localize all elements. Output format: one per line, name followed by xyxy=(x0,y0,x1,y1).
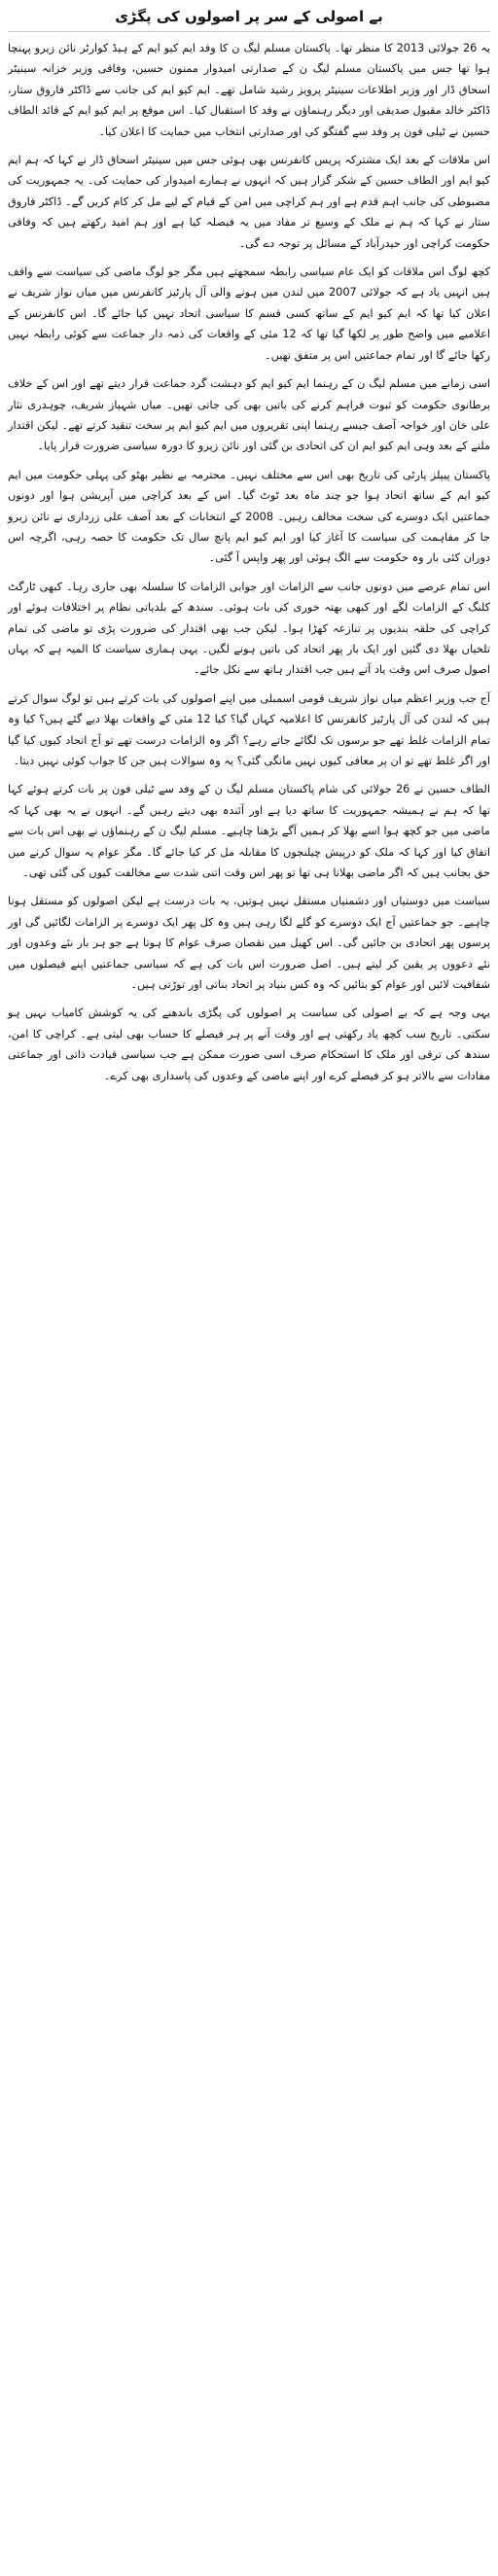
article-paragraph: پاکستان پیپلز پارٹی کی تاریخ بھی اس سے مختلف نہیں۔ محترمہ بے نظیر بھٹو کی پہلی حکومت میں ایم کیو ایم کے ساتھ اتحاد ہوا جو چند ماہ بعد ٹوٹ گیا۔ اس کے بعد کراچی میں آپریشن ہوا اور دونوں جماعتیں ایک دوسرے کی سخت مخالف رہیں۔ 2008 کے انتخابات کے بعد آصف علی زرداری نے نائن زیرو جا کر مفاہمت کی سیاست کا آغاز کیا اور ایم کیو ایم پانچ سال تک حکومت کا حصہ رہی، اگرچہ اس دوران کئی بار وہ حکومت سے الگ ہوئی اور پھر واپس آ گئی۔ xyxy=(8,468,491,565)
article-paragraph: اسی زمانے میں مسلم لیگ ن کے رہنما ایم کیو ایم کو دہشت گرد جماعت قرار دیتے تھے اور اس کے خلاف برطانوی حکومت کو ثبوت فراہم کرنے کی باتیں بھی کی جاتی تھیں۔ میاں شہباز شریف، چوہدری نثار علی خان اور خواجہ آصف جیسے رہنما اپنی تقریروں میں ایم کیو ایم پر سخت تنقید کرتے تھے۔ لیکن اقتدار ملنے کے بعد وہی ایم کیو ایم ان کی اتحادی بن گئی اور نائن زیرو کا دورہ سیاسی ضرورت قرار پایا۔ xyxy=(8,377,490,453)
article-paragraph: اس ملاقات کے بعد ایک مشترکہ پریس کانفرنس بھی ہوئی جس میں سینیٹر اسحاق ڈار نے کہا کہ ہم ایم کیو ایم اور الطاف حسین کے شکر گزار ہیں کہ انہوں نے ہمارے امیدوار کی حمایت کی۔ یہ جمہوریت کی مضبوطی کی جانب اہم قدم ہے اور ہم کراچی میں امن کے قیام کے لیے مل کر کام کریں گے۔ ڈاکٹر فاروق ستار نے کہا کہ ہم نے ملک کے وسیع تر مفاد میں یہ فیصلہ کیا ہے اور ہم امید رکھتے ہیں کہ وفاقی حکومت کراچی اور حیدرآباد کے مسائل پر توجہ دے گی۔ xyxy=(8,154,490,250)
article-paragraph: کچھ لوگ اس ملاقات کو ایک عام سیاسی رابطہ سمجھتے ہیں مگر جو لوگ ماضی کی سیاست سے واقف ہیں انہیں یاد ہے کہ جولائی 2007 میں لندن میں ہونے والی آل پارٹیز کانفرنس میں میاں نواز شریف نے اعلان کیا تھا کہ ایم کیو ایم کے ساتھ کسی قسم کا سیاسی اتحاد نہیں کیا جائے گا۔ اس کانفرنس کے اعلامیے میں واضح طور پر لکھا گیا تھا کہ 12 مئی کے واقعات کی ذمہ دار جماعت سے کوئی رابطہ نہیں رکھا جائے گا اور تمام جماعتیں اس پر متفق تھیں۔ xyxy=(8,265,490,362)
article-paragraph: اس تمام عرصے میں دونوں جانب سے الزامات اور جوابی الزامات کا سلسلہ بھی جاری رہا۔ کبھی ٹارگٹ کلنگ کے الزامات لگے اور کبھی بھتہ خوری کی بات ہوئی۔ سندھ کے بلدیاتی نظام پر اختلافات ہوئے اور کراچی کی حلقہ بندیوں پر تنازعہ کھڑا ہوا۔ لیکن جب بھی اقتدار کی ضرورت پڑی تو ماضی کی تمام تلخیاں بھلا دی گئیں اور ایک بار پھر اتحاد کی باتیں ہونے لگیں۔ یہی ہماری سیاست کا المیہ ہے کہ یہاں اصول صرف اس وقت یاد آتے ہیں جب اقتدار ہاتھ سے نکل جائے۔ xyxy=(8,580,490,677)
article-headline: بے اصولی کے سر پر اصولوں کی پگڑی xyxy=(8,6,490,32)
article-paragraph: آج جب وزیر اعظم میاں نواز شریف قومی اسمبلی میں اپنے اصولوں کی بات کرتے ہیں تو لوگ سوال کرتے ہیں کہ لندن کی آل پارٹیز کانفرنس کا اعلامیہ کہاں گیا؟ کیا 12 مئی کے واقعات بھلا دیے گئے ہیں؟ کیا وہ تمام الزامات غلط تھے جو برسوں تک لگائے جاتے رہے؟ اگر وہ الزامات درست تھے تو آج اتحاد کیوں کیا گیا اور اگر غلط تھے تو ان پر معافی کیوں نہیں مانگی گئی؟ یہ وہ سوالات ہیں جن کا جواب کوئی نہیں دیتا۔ xyxy=(8,691,490,767)
article-paragraph: سیاست میں دوستیاں اور دشمنیاں مستقل نہیں ہوتیں، یہ بات درست ہے لیکن اصولوں کو مستقل ہونا چاہیے۔ جو جماعتیں آج ایک دوسرے کو گلے لگا رہی ہیں وہ کل پھر ایک دوسرے پر الزامات لگائیں گی اور پرسوں پھر اتحادی بن جائیں گی۔ اس کھیل میں نقصان صرف عوام کا ہوتا ہے جو ہر بار نئے وعدوں اور نئے دعووں پر یقین کر لیتے ہیں۔ اصل ضرورت اس بات کی ہے کہ سیاسی جماعتیں اپنے فیصلوں میں شفافیت لائیں اور عوام کو بتائیں کہ وہ کس بنیاد پر اتحاد بناتی اور توڑتی ہیں۔ xyxy=(8,895,490,992)
article-paragraph: یہی وجہ ہے کہ بے اصولی کی سیاست پر اصولوں کی پگڑی باندھنے کی یہ کوشش کامیاب نہیں ہو سکتی۔ تاریخ سب کچھ یاد رکھتی ہے اور وقت آنے پر ہر فیصلے کا حساب بھی لیتی ہے۔ کراچی کا امن، سندھ کی ترقی اور ملک کا استحکام صرف اسی صورت ممکن ہے جب سیاسی قیادت ذاتی اور جماعتی مفادات سے بالاتر ہو کر فیصلے کرے اور اپنے ماضی کے وعدوں کی پاسداری بھی کرے۔ xyxy=(8,1006,490,1082)
article-paragraph: الطاف حسین نے 26 جولائی کی شام پاکستان مسلم لیگ ن کے وفد سے ٹیلی فون پر بات کرتے ہوئے کہا تھا کہ ہم نے ہمیشہ جمہوریت کا ساتھ دیا ہے اور آئندہ بھی دیتے رہیں گے۔ انہوں نے یہ بھی کہا کہ ماضی میں جو کچھ ہوا اسے بھلا کر ہمیں آگے بڑھنا چاہیے۔ مسلم لیگ ن کے رہنماؤں نے بھی اس بات سے اتفاق کیا اور کہا کہ ملک کو درپیش چیلنجوں کا مقابلہ مل کر کیا جائے گا۔ مگر عوام یہ سوال کرنے میں حق بجانب ہیں کہ اگر ماضی بھلانا ہی تھا تو پھر اس وقت اتنی شدت سے مخالفت کیوں کی گئی تھی۔ xyxy=(8,783,490,880)
article-paragraph: یہ 26 جولائی 2013 کا منظر تھا۔ پاکستان مسلم لیگ ن کا وفد ایم کیو ایم کے ہیڈ کوارٹر نائن زیرو پہنچا ہوا تھا جس میں پاکستان مسلم لیگ ن کے صدارتی امیدوار ممنون حسین، وفاقی وزیر خزانہ سینیٹر اسحاق ڈار اور وزیر اطلاعات سینیٹر پرویز رشید شامل تھے۔ ایم کیو ایم کی جانب سے ڈاکٹر فاروق ستار، ڈاکٹر خالد مقبول صدیقی اور دیگر رہنماؤں نے وفد کا استقبال کیا۔ اس موقع پر ایم کیو ایم کے قائد الطاف حسین نے ٹیلی فون پر وفد سے گفتگو کی اور صدارتی انتخاب میں حمایت کا اعلان کیا۔ xyxy=(8,42,490,138)
